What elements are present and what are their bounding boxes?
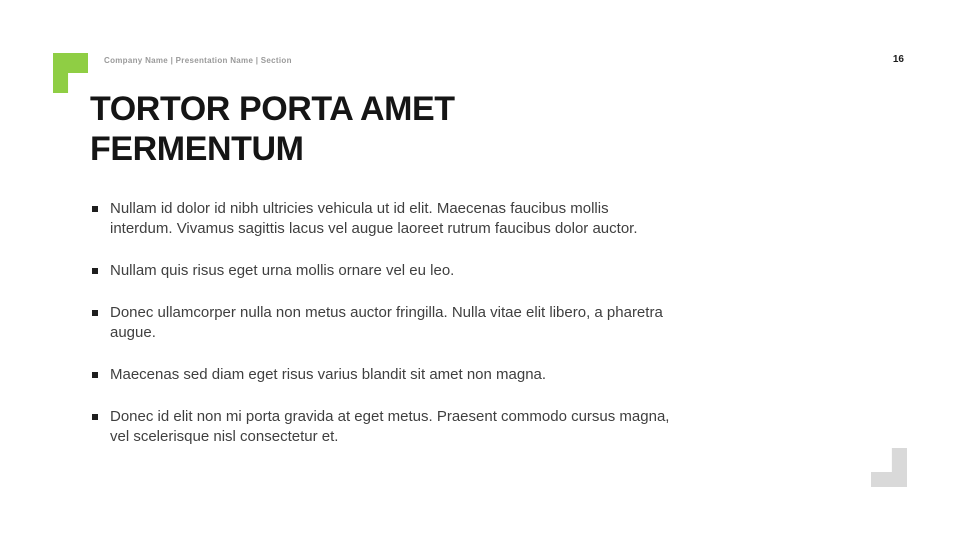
bullet-text: Donec id elit non mi porta gravida at eget metus. Praesent commodo cursus magna, vel scelerisque nisl consectetur et. — [110, 408, 670, 445]
bullet-square-icon — [92, 268, 98, 274]
list-item — [92, 199, 670, 239]
title-line-1: TORTOR PORTA AMET — [90, 90, 455, 128]
list-item — [92, 261, 670, 281]
bullet-square-icon — [92, 414, 98, 420]
bullet-text: Donec ullamcorper nulla non metus auctor fringilla. Nulla vitae elit libero, a pharetra augue. — [110, 304, 663, 341]
bullet-square-icon — [92, 372, 98, 378]
breadcrumb: Company Name | Presentation Name | Section — [104, 56, 292, 65]
title-line-2: FERMENTUM — [90, 130, 304, 168]
list-item — [92, 303, 670, 343]
bullet-square-icon — [92, 206, 98, 212]
page-title — [90, 89, 455, 169]
bullet-text: Maecenas sed diam eget risus varius blandit sit amet non magna. — [110, 366, 547, 383]
bullet-text: Nullam id dolor id nibh ultricies vehicula ut id elit. Maecenas faucibus mollis interdum. Vivamus sagittis lacus vel augue laoreet rutrum faucibus dolor auctor. — [110, 200, 638, 237]
list-item — [92, 407, 670, 447]
footer-corner-icon — [871, 448, 907, 487]
list-item — [92, 365, 670, 385]
bullet-list — [92, 199, 670, 447]
bullet-square-icon — [92, 310, 98, 316]
company-logo-corner-icon — [53, 53, 88, 93]
bullet-text: Nullam quis risus eget urna mollis ornare vel eu leo. — [110, 262, 455, 279]
page-number: 16 — [892, 54, 904, 65]
